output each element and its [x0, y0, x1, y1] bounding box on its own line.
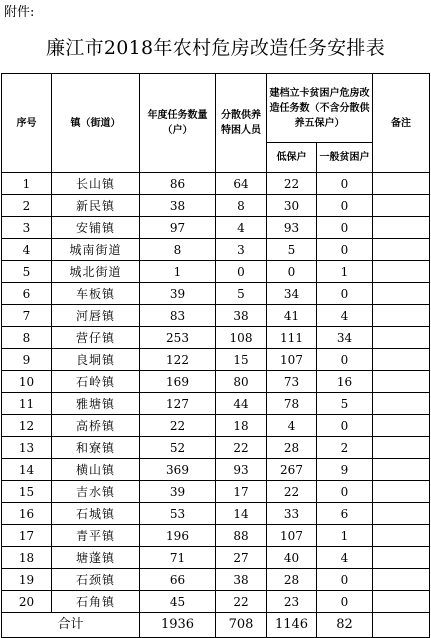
cell-low-income: 73 — [267, 371, 317, 393]
cell-general-poor: 16 — [317, 371, 373, 393]
cell-general-poor: 0 — [317, 217, 373, 239]
cell-note — [373, 371, 430, 393]
cell-town: 河唇镇 — [52, 305, 140, 327]
table-row — [2, 371, 430, 393]
table-row — [2, 327, 430, 349]
attachment-label: 附件: — [4, 5, 35, 20]
cell-town: 城北街道 — [52, 261, 140, 283]
cell-scattered: 44 — [216, 393, 267, 415]
cell-scattered: 0 — [216, 261, 267, 283]
table-row — [2, 503, 430, 525]
cell-low-income: 30 — [267, 195, 317, 217]
col-header-scattered: 分散供养特困人员 — [216, 74, 267, 173]
cell-seq: 8 — [2, 327, 52, 349]
cell-scattered: 38 — [216, 569, 267, 591]
cell-town: 营仔镇 — [52, 327, 140, 349]
col-header-notes: 备注 — [373, 74, 430, 173]
cell-seq: 16 — [2, 503, 52, 525]
cell-low-income: 22 — [267, 173, 317, 195]
cell-scattered: 38 — [216, 305, 267, 327]
cell-seq: 6 — [2, 283, 52, 305]
cell-annual-task: 38 — [140, 195, 216, 217]
cell-note — [373, 195, 430, 217]
cell-annual-task: 122 — [140, 349, 216, 371]
total-low-income: 1146 — [267, 613, 317, 638]
cell-general-poor: 6 — [317, 503, 373, 525]
cell-note — [373, 173, 430, 195]
cell-note — [373, 327, 430, 349]
table-row — [2, 305, 430, 327]
cell-low-income: 107 — [267, 349, 317, 371]
cell-low-income: 107 — [267, 525, 317, 547]
cell-scattered: 93 — [216, 459, 267, 481]
cell-general-poor: 0 — [317, 569, 373, 591]
cell-town: 高桥镇 — [52, 415, 140, 437]
cell-general-poor: 0 — [317, 349, 373, 371]
col-header-low-income: 低保户 — [267, 143, 317, 173]
cell-seq: 5 — [2, 261, 52, 283]
cell-scattered: 108 — [216, 327, 267, 349]
table-row — [2, 437, 430, 459]
cell-note — [373, 569, 430, 591]
cell-low-income: 34 — [267, 283, 317, 305]
cell-annual-task: 127 — [140, 393, 216, 415]
cell-town: 新民镇 — [52, 195, 140, 217]
cell-scattered: 17 — [216, 481, 267, 503]
cell-annual-task: 71 — [140, 547, 216, 569]
cell-annual-task: 22 — [140, 415, 216, 437]
cell-town: 城南街道 — [52, 239, 140, 261]
page-title: 廉江市2018年农村危房改造任务安排表 — [45, 37, 386, 59]
cell-note — [373, 349, 430, 371]
table-row — [2, 591, 430, 613]
total-row — [2, 613, 430, 638]
total-annual-task: 1936 — [140, 613, 216, 638]
table-row — [2, 525, 430, 547]
cell-seq: 2 — [2, 195, 52, 217]
cell-scattered: 80 — [216, 371, 267, 393]
table-row — [2, 481, 430, 503]
table-row — [2, 459, 430, 481]
cell-scattered: 4 — [216, 217, 267, 239]
cell-annual-task: 66 — [140, 569, 216, 591]
cell-low-income: 0 — [267, 261, 317, 283]
table-row — [2, 239, 430, 261]
total-note — [373, 613, 430, 638]
table-row — [2, 261, 430, 283]
total-label: 合计 — [2, 613, 140, 638]
cell-general-poor: 5 — [317, 393, 373, 415]
cell-seq: 3 — [2, 217, 52, 239]
cell-general-poor: 1 — [317, 261, 373, 283]
cell-note — [373, 525, 430, 547]
table-row — [2, 415, 430, 437]
cell-town: 良垌镇 — [52, 349, 140, 371]
col-header-card-poor: 建档立卡贫困户危房改造任务数（不含分散供养五保户） — [267, 74, 373, 143]
cell-general-poor: 4 — [317, 547, 373, 569]
cell-scattered: 8 — [216, 195, 267, 217]
cell-general-poor: 0 — [317, 173, 373, 195]
cell-town: 青平镇 — [52, 525, 140, 547]
cell-annual-task: 45 — [140, 591, 216, 613]
cell-scattered: 88 — [216, 525, 267, 547]
cell-general-poor: 0 — [317, 415, 373, 437]
cell-scattered: 27 — [216, 547, 267, 569]
task-table — [1, 73, 430, 638]
cell-note — [373, 239, 430, 261]
cell-town: 石角镇 — [52, 591, 140, 613]
cell-seq: 15 — [2, 481, 52, 503]
cell-town: 车板镇 — [52, 283, 140, 305]
total-general-poor: 82 — [317, 613, 373, 638]
cell-town: 和寮镇 — [52, 437, 140, 459]
table-row — [2, 393, 430, 415]
cell-note — [373, 261, 430, 283]
cell-town: 横山镇 — [52, 459, 140, 481]
cell-low-income: 78 — [267, 393, 317, 415]
cell-annual-task: 86 — [140, 173, 216, 195]
col-header-annual-task: 年度任务数量（户） — [140, 74, 216, 173]
cell-note — [373, 481, 430, 503]
col-header-seq: 序号 — [2, 74, 52, 173]
cell-note — [373, 459, 430, 481]
cell-note — [373, 305, 430, 327]
col-header-town: 镇（街道） — [52, 74, 140, 173]
cell-seq: 1 — [2, 173, 52, 195]
cell-seq: 11 — [2, 393, 52, 415]
cell-seq: 17 — [2, 525, 52, 547]
cell-scattered: 64 — [216, 173, 267, 195]
cell-low-income: 28 — [267, 437, 317, 459]
cell-scattered: 3 — [216, 239, 267, 261]
cell-seq: 18 — [2, 547, 52, 569]
cell-low-income: 23 — [267, 591, 317, 613]
cell-seq: 10 — [2, 371, 52, 393]
cell-scattered: 5 — [216, 283, 267, 305]
cell-annual-task: 253 — [140, 327, 216, 349]
cell-note — [373, 547, 430, 569]
table-row — [2, 283, 430, 305]
cell-seq: 4 — [2, 239, 52, 261]
cell-seq: 7 — [2, 305, 52, 327]
cell-general-poor: 0 — [317, 239, 373, 261]
cell-annual-task: 97 — [140, 217, 216, 239]
cell-town: 长山镇 — [52, 173, 140, 195]
cell-scattered: 14 — [216, 503, 267, 525]
table-row — [2, 217, 430, 239]
cell-scattered: 22 — [216, 437, 267, 459]
cell-general-poor: 4 — [317, 305, 373, 327]
cell-town: 吉水镇 — [52, 481, 140, 503]
cell-note — [373, 393, 430, 415]
cell-seq: 12 — [2, 415, 52, 437]
cell-annual-task: 39 — [140, 481, 216, 503]
cell-general-poor: 2 — [317, 437, 373, 459]
cell-low-income: 93 — [267, 217, 317, 239]
cell-note — [373, 591, 430, 613]
cell-general-poor: 1 — [317, 525, 373, 547]
cell-town: 雅塘镇 — [52, 393, 140, 415]
cell-seq: 19 — [2, 569, 52, 591]
cell-town: 塘蓬镇 — [52, 547, 140, 569]
col-header-general-poor: 一般贫困户 — [317, 143, 373, 173]
cell-town: 石岭镇 — [52, 371, 140, 393]
cell-town: 安铺镇 — [52, 217, 140, 239]
cell-general-poor: 0 — [317, 195, 373, 217]
cell-low-income: 267 — [267, 459, 317, 481]
cell-general-poor: 0 — [317, 283, 373, 305]
cell-low-income: 111 — [267, 327, 317, 349]
cell-seq: 13 — [2, 437, 52, 459]
cell-low-income: 33 — [267, 503, 317, 525]
table-row — [2, 173, 430, 195]
table-row — [2, 349, 430, 371]
cell-scattered: 22 — [216, 591, 267, 613]
cell-note — [373, 283, 430, 305]
cell-scattered: 15 — [216, 349, 267, 371]
cell-low-income: 5 — [267, 239, 317, 261]
table-row — [2, 547, 430, 569]
cell-low-income: 22 — [267, 481, 317, 503]
cell-seq: 20 — [2, 591, 52, 613]
cell-low-income: 40 — [267, 547, 317, 569]
table-row — [2, 569, 430, 591]
cell-seq: 14 — [2, 459, 52, 481]
cell-annual-task: 369 — [140, 459, 216, 481]
cell-annual-task: 52 — [140, 437, 216, 459]
table-row — [2, 195, 430, 217]
cell-note — [373, 437, 430, 459]
cell-general-poor: 0 — [317, 481, 373, 503]
cell-annual-task: 53 — [140, 503, 216, 525]
cell-annual-task: 39 — [140, 283, 216, 305]
cell-seq: 9 — [2, 349, 52, 371]
cell-town: 石颈镇 — [52, 569, 140, 591]
cell-annual-task: 1 — [140, 261, 216, 283]
cell-scattered: 18 — [216, 415, 267, 437]
cell-note — [373, 217, 430, 239]
cell-general-poor: 34 — [317, 327, 373, 349]
cell-note — [373, 415, 430, 437]
cell-annual-task: 196 — [140, 525, 216, 547]
cell-annual-task: 8 — [140, 239, 216, 261]
cell-low-income: 4 — [267, 415, 317, 437]
cell-annual-task: 83 — [140, 305, 216, 327]
cell-general-poor: 9 — [317, 459, 373, 481]
cell-annual-task: 169 — [140, 371, 216, 393]
cell-low-income: 41 — [267, 305, 317, 327]
header-row — [2, 74, 430, 143]
cell-low-income: 28 — [267, 569, 317, 591]
total-scattered: 708 — [216, 613, 267, 638]
cell-note — [373, 503, 430, 525]
cell-general-poor: 0 — [317, 591, 373, 613]
cell-town: 石城镇 — [52, 503, 140, 525]
